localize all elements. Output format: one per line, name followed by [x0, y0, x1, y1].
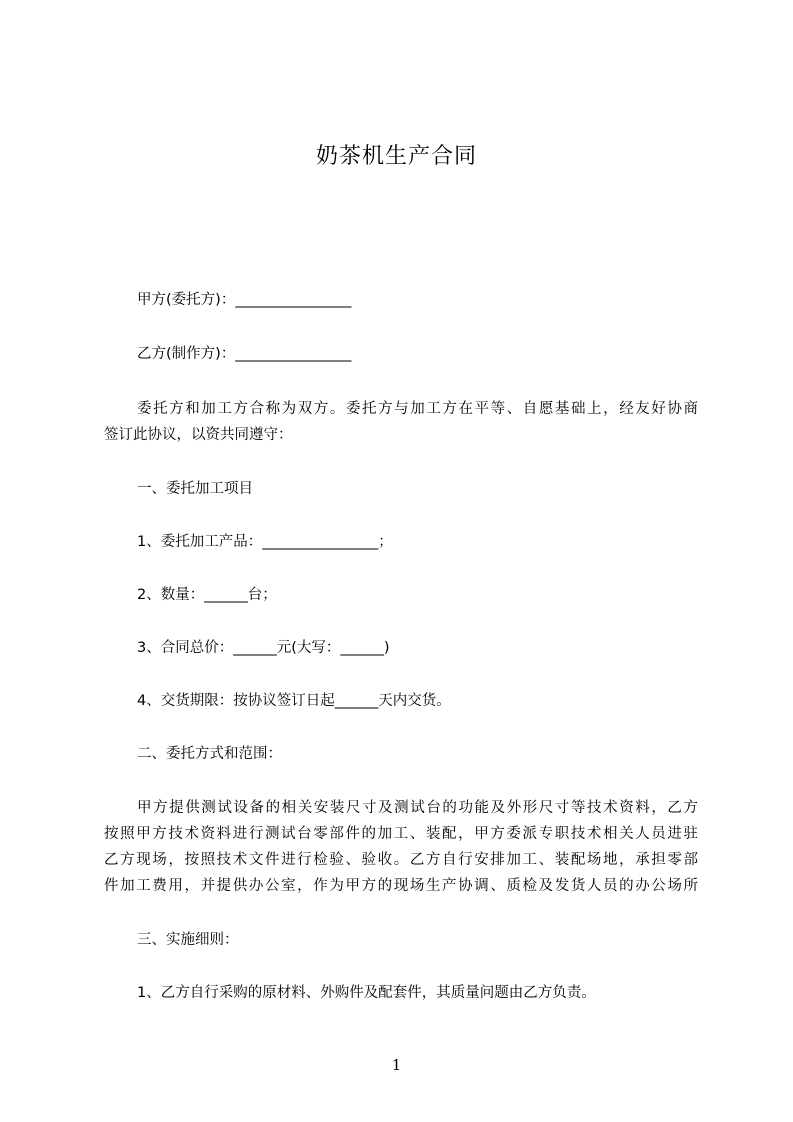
item-price: 3、合同总价：______元(大写：______) — [137, 640, 390, 656]
party-a-line: 甲方(委托方)：________________ — [137, 292, 352, 308]
item-product: 1、委托加工产品：________________； — [137, 534, 393, 550]
scope-line: 件加工费用，并提供办公室，作为甲方的现场生产协调、质检及发货人员的办公场所 — [104, 878, 698, 894]
party-b-line: 乙方(制作方)：________________ — [137, 346, 352, 362]
intro-line: 签订此协议，以资共同遵守： — [104, 427, 293, 443]
section-heading-scope: 二、委托方式和范围： — [137, 746, 282, 762]
intro-paragraph — [104, 396, 698, 448]
section-heading-items: 一、委托加工项目 — [137, 481, 253, 497]
item-quantity: 2、数量：______台； — [137, 587, 277, 603]
detail-item-materials: 1、乙方自行采购的原材料、外购件及配套件，其质量问题由乙方负责。 — [137, 985, 596, 1001]
page-number: 1 — [391, 1056, 402, 1074]
contract-title: 奶茶机生产合同 — [315, 144, 477, 169]
scope-paragraph — [104, 795, 698, 899]
item-delivery: 4、交货期限：按协议签订日起______天内交货。 — [137, 693, 451, 709]
scope-line: 乙方现场，按照技术文件进行检验、验收。乙方自行安排加工、装配场地，承担零部 — [104, 852, 698, 868]
section-heading-details: 三、实施细则： — [137, 932, 239, 948]
scope-line: 按照甲方技术资料进行测试台零部件的加工、装配，甲方委派专职技术相关人员进驻 — [104, 826, 698, 842]
scope-line: 甲方提供测试设备的相关安装尺寸及测试台的功能及外形尺寸等技术资料，乙方 — [137, 800, 698, 816]
intro-line: 委托方和加工方合称为双方。委托方与加工方在平等、自愿基础上，经友好协商 — [137, 401, 698, 417]
